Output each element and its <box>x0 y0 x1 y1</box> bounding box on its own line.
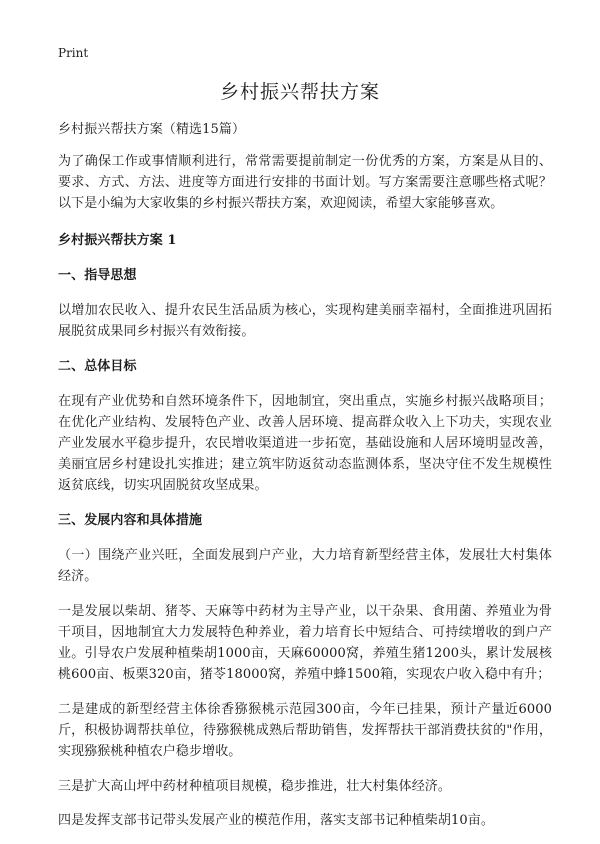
heading-guiding-ideology: 一、指导思想 <box>58 268 137 283</box>
heading-overall-goal: 二、总体目标 <box>58 359 137 374</box>
intro-paragraph: 为了确保工作或事情顺利进行，常常需要提前制定一份优秀的方案，方案是从目的、要求、方式、方法、进度等方面进行安排的书面计划。写方案需要注意哪些格式呢？以下是小编为大家收集的乡村振兴帮扶方案，欢迎阅读，希望大家能够喜欢。 <box>58 154 552 211</box>
document-subtitle: 乡村振兴帮扶方案（精选15篇） <box>58 122 246 137</box>
paragraph: 四是发挥支部书记带头发展产业的模范作用，落实支部书记种植柴胡10亩。 <box>58 813 494 828</box>
section-heading: 乡村振兴帮扶方案 1 <box>58 233 177 248</box>
paragraph: 三是扩大高山坪中药材种植项目规模，稳步推进，壮大村集体经济。 <box>58 779 452 794</box>
heading-development-measures: 三、发展内容和具体措施 <box>58 513 203 528</box>
paragraph: 以增加农民收入、提升农民生活品质为核心，实现构建美丽幸福村，全面推进巩固拓展脱贫成果同乡村振兴有效衔接。 <box>58 303 552 339</box>
paragraph: 二是建成的新型经营主体徐香猕猴桃示范园300亩，今年已挂果，预计产量近6000斤，积极协调帮扶单位，待猕猴桃成熟后帮助销售，发挥帮扶干部消费扶贫的"作用，实现猕猴桃种植农户稳步增收。 <box>58 702 552 759</box>
paragraph: 一是发展以柴胡、猪苓、天麻等中药材为主导产业，以干杂果、食用菌、养殖业为骨干项目，因地制宜大力发展特色种养业，着力培育长中短结合、可持续增收的到户产业。引导农户发展种植柴胡1000亩，天麻60000窝，养殖生猪1200头，累计发展核桃600亩、板栗320亩，猪苓18000窝，养殖中蜂1500箱，实现农户收入稳中有升； <box>58 604 552 682</box>
paragraph: 在现有产业优势和自然环境条件下，因地制宜，突出重点，实施乡村振兴战略项目；在优化产业结构、发展特色产业、改善人居环境、提高群众收入上下功夫，实现农业产业发展水平稳步提升，农民增收渠道进一步拓宽，基础设施和人居环境明显改善，美丽宜居乡村建设扎实推进；建立筑牢防返贫动态监测体系，坚决守住不发生规模性返贫底线，切实巩固脱贫攻坚成果。 <box>58 394 552 493</box>
document-body <box>58 119 552 844</box>
page-title: 乡村振兴帮扶方案 <box>219 81 380 103</box>
print-link[interactable]: Print <box>58 46 89 60</box>
paragraph: （一）围绕产业兴旺，全面发展到户产业，大力培育新型经营主体，发展壮大村集体经济。 <box>58 548 552 584</box>
